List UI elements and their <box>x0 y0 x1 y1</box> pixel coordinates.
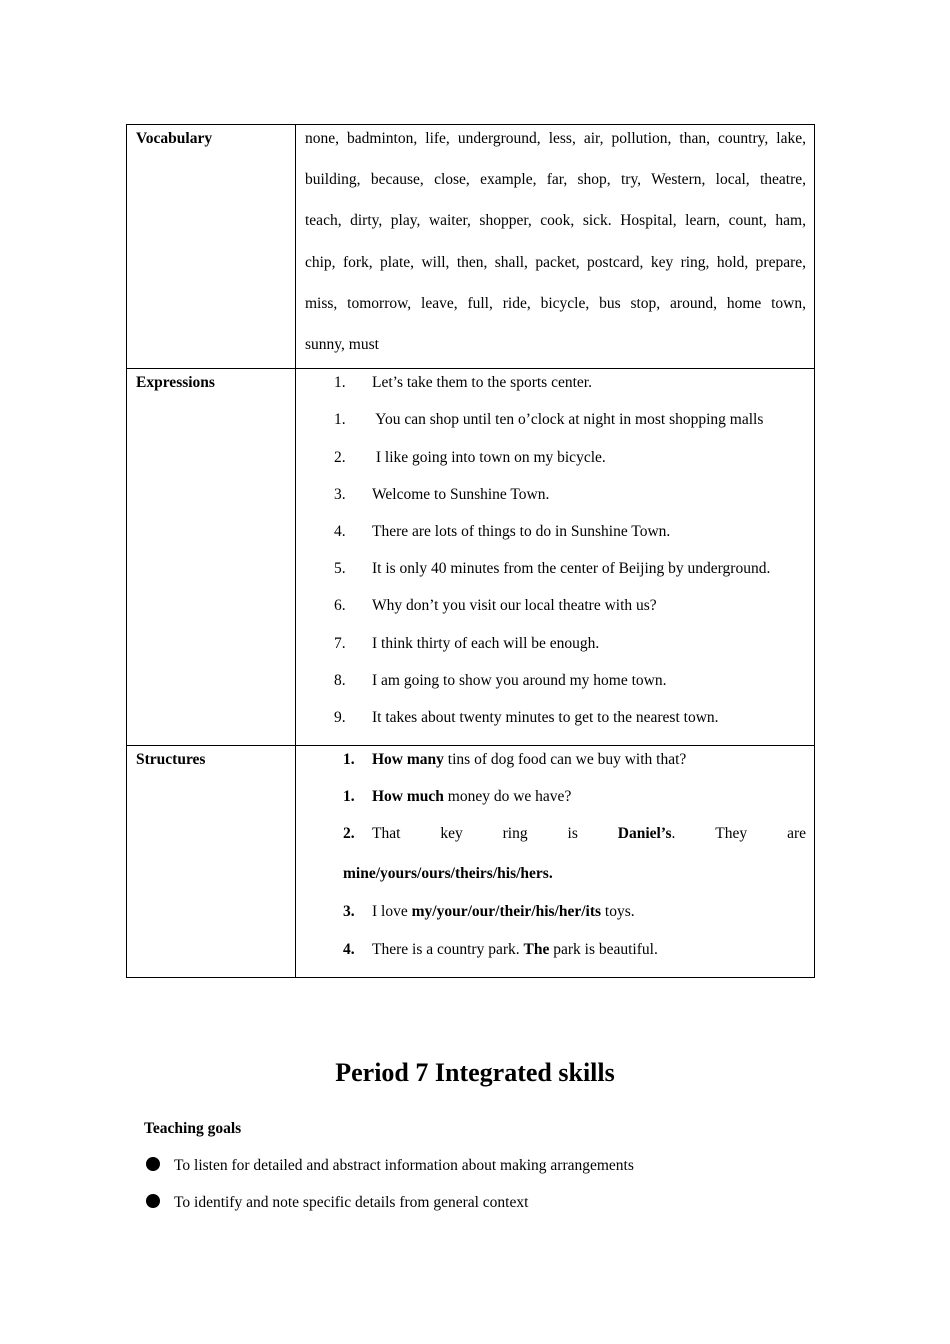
vocab-line: none, badminton, life, underground, less, air, pollution, than, country, lake, <box>305 130 806 147</box>
structures-label: Structures <box>127 746 296 978</box>
vocabulary-list <box>305 118 806 365</box>
item-text: You can shop until ten o’clock at night in most shopping malls <box>372 411 764 429</box>
item-continuation: mine/yours/ours/theirs/his/hers. <box>343 865 553 883</box>
list-item <box>305 823 806 863</box>
list-item <box>305 595 806 632</box>
item-text: It takes about twenty minutes to get to the nearest town. <box>372 708 719 726</box>
list-item <box>305 633 806 670</box>
item-word: Daniel’s. <box>617 825 676 843</box>
item-number: 1. <box>334 411 346 429</box>
item-number: 5. <box>334 560 346 578</box>
item-number: 7. <box>334 634 346 652</box>
expressions-row <box>127 369 815 746</box>
list-item <box>305 484 806 521</box>
item-text: money do we have? <box>443 788 572 806</box>
list-item <box>305 521 806 558</box>
item-number: 1. <box>334 374 346 392</box>
item-text: I love <box>372 903 412 921</box>
list-item <box>305 447 806 484</box>
vocab-line: teach, dirty, play, waiter, shopper, cook, sick. Hospital, learn, count, ham, <box>305 212 806 230</box>
item-bold: How much <box>372 788 444 806</box>
list-item <box>305 939 806 976</box>
vocab-line: sunny, must <box>305 336 379 354</box>
item-number: 2. <box>334 448 346 466</box>
item-text: It is only 40 minutes from the center of Beijing by underground. <box>372 560 771 578</box>
item-text: toys. <box>601 903 635 921</box>
page-title: Period 7 Integrated skills <box>335 1058 615 1087</box>
list-item <box>305 901 806 938</box>
item-number: 1. <box>343 751 355 769</box>
item-text: There are lots of things to do in Sunshine Town. <box>372 522 671 540</box>
item-number: 6. <box>334 597 346 615</box>
goal-item <box>144 1156 634 1176</box>
vocabulary-row <box>127 125 815 369</box>
expressions-list <box>305 369 806 745</box>
list-item <box>305 749 806 786</box>
item-text: I am going to show you around my home town. <box>372 671 667 689</box>
item-word: That <box>372 825 401 843</box>
structures-row <box>127 746 815 978</box>
list-item <box>305 670 806 707</box>
item-text: Why don’t you visit our local theatre with us? <box>372 597 657 615</box>
item-number: 4. <box>334 522 346 540</box>
list-item <box>305 786 806 823</box>
item-text: I like going into town on my bicycle. <box>372 448 606 466</box>
item-word: are <box>787 825 806 843</box>
item-number: 3. <box>343 903 355 921</box>
list-item <box>305 372 806 409</box>
item-number: 9. <box>334 708 346 726</box>
list-item <box>305 409 806 446</box>
goal-text: To identify and note specific details from general context <box>174 1194 529 1211</box>
item-number: 2. <box>343 825 355 843</box>
structures-list <box>305 746 806 977</box>
item-word: is <box>567 825 578 843</box>
item-number: 1. <box>343 788 355 806</box>
item-bold: Daniel’s <box>617 825 672 843</box>
item-word: ring <box>502 825 528 843</box>
goal-item <box>144 1193 528 1213</box>
item-text: Welcome to Sunshine Town. <box>372 485 550 503</box>
expressions-label: Expressions <box>127 369 296 746</box>
vocabulary-label: Vocabulary <box>127 125 296 369</box>
item-number: 8. <box>334 671 346 689</box>
item-text: park is beautiful. <box>549 940 658 958</box>
item-bold: The <box>523 940 550 958</box>
vocab-line: chip, fork, plate, will, then, shall, packet, postcard, key ring, hold, prepare, <box>305 253 806 271</box>
lesson-table <box>126 124 815 978</box>
item-number: 3. <box>334 485 346 503</box>
item-word: key <box>440 825 463 843</box>
item-bold: my/your/our/their/his/her/its <box>411 903 602 921</box>
list-item <box>305 707 806 744</box>
item-word: They <box>715 825 748 843</box>
list-item <box>305 558 806 595</box>
item-number: 4. <box>343 940 355 958</box>
goals-heading: Teaching goals <box>144 1120 242 1137</box>
bullet-icon <box>146 1157 160 1171</box>
vocab-line: building, because, close, example, far, shop, try, Western, local, theatre, <box>305 171 806 189</box>
item-text: I think thirty of each will be enough. <box>372 634 600 652</box>
item-text: Let’s take them to the sports center. <box>372 374 592 392</box>
bullet-icon <box>146 1194 160 1208</box>
goal-text: To listen for detailed and abstract information about making arrangements <box>174 1157 634 1174</box>
item-text: tins of dog food can we buy with that? <box>443 751 687 769</box>
item-text: There is a country park. <box>372 940 524 958</box>
item-bold: How many <box>372 751 444 769</box>
vocab-line: miss, tomorrow, leave, full, ride, bicycle, bus stop, around, home town, <box>305 294 806 312</box>
